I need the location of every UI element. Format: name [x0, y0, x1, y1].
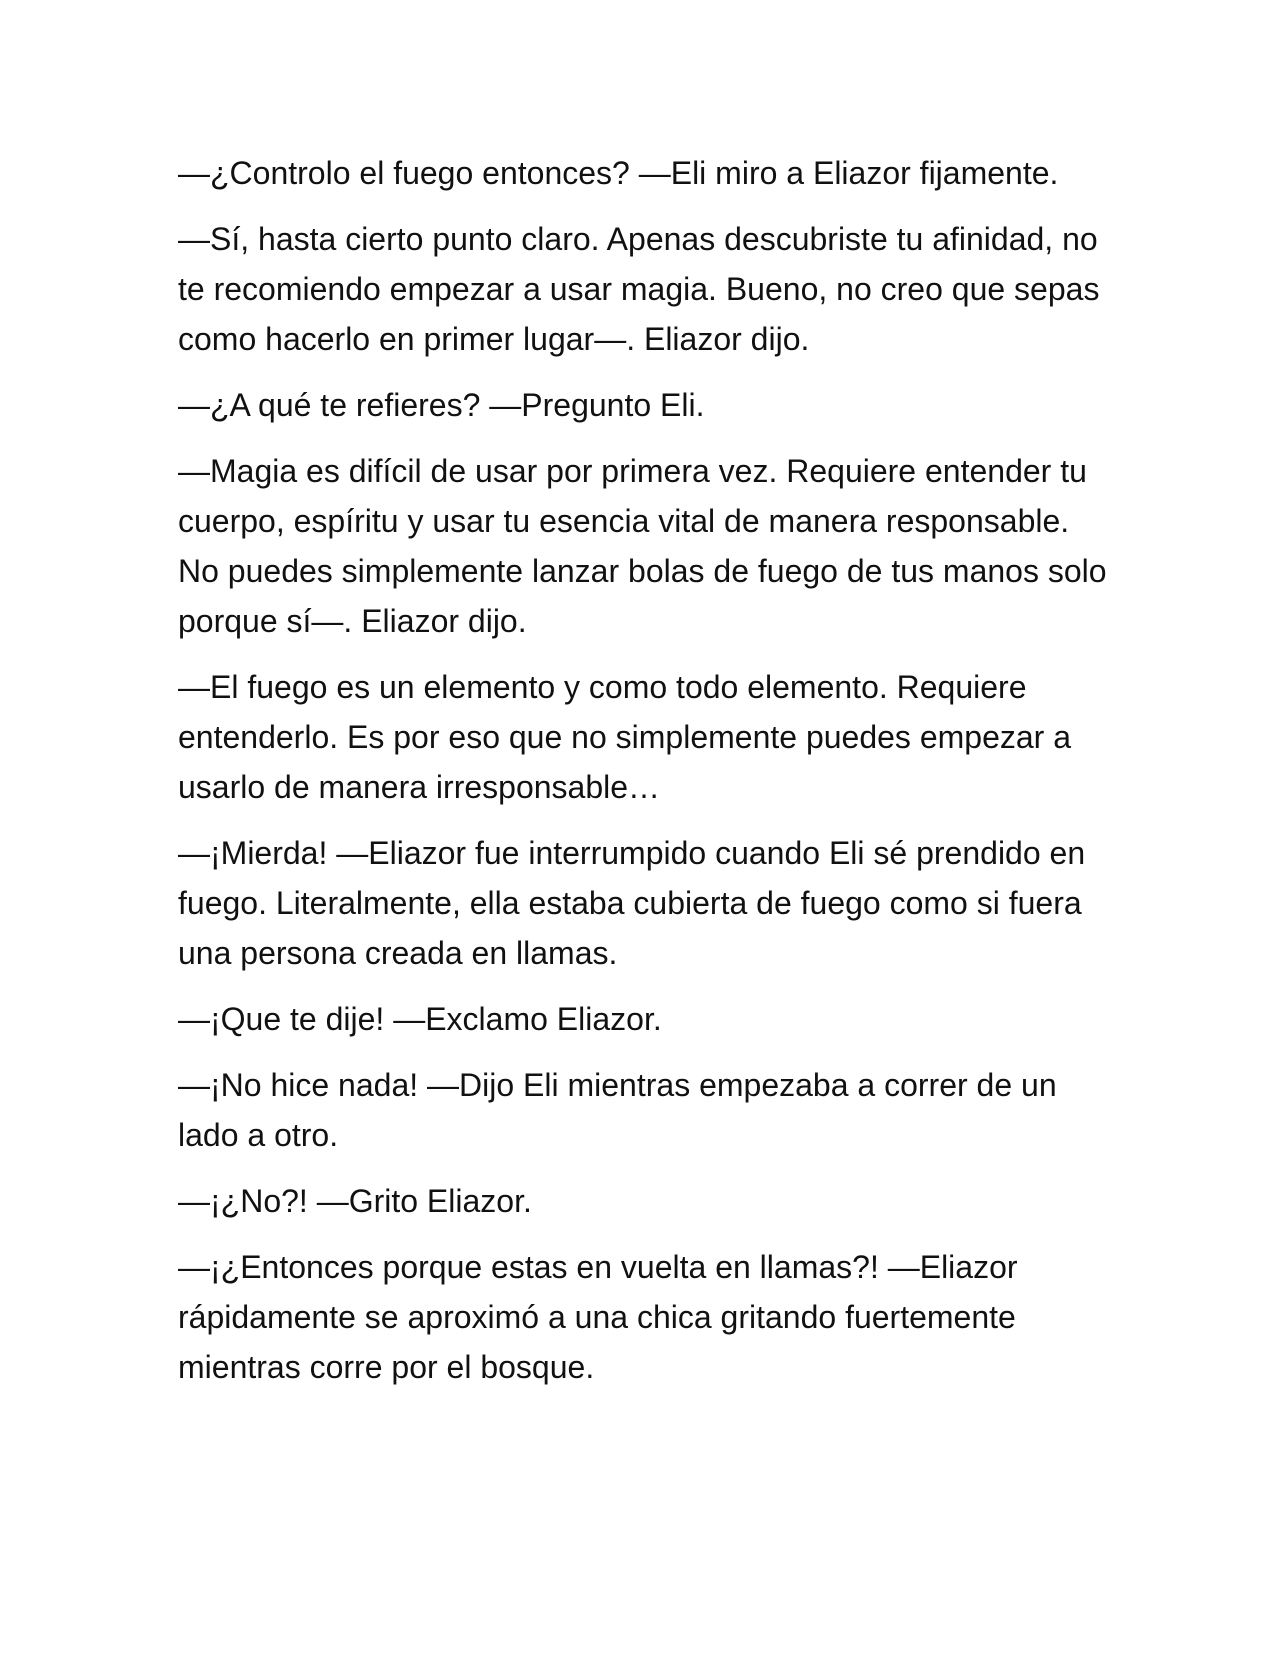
paragraph: —¡Mierda! —Eliazor fue interrumpido cuando Eli sé prendido en fuego. Literalmente, ella estaba cubierta de fuego como si fuera una persona creada en llamas. [178, 835, 1086, 971]
paragraph: —El fuego es un elemento y como todo elemento. Requiere entenderlo. Es por eso que no simplemente puedes empezar a usarlo de manera irresponsable… [178, 669, 1071, 805]
paragraph: —¿Controlo el fuego entonces? —Eli miro a Eliazor fijamente. [178, 155, 1059, 191]
paragraph: —¡Que te dije! —Exclamo Eliazor. [178, 1001, 662, 1037]
paragraph: —¡No hice nada! —Dijo Eli mientras empezaba a correr de un lado a otro. [178, 1067, 1057, 1153]
paragraph: —Sí, hasta cierto punto claro. Apenas descubriste tu afinidad, no te recomiendo empezar a usar magia. Bueno, no creo que sepas como hacerlo en primer lugar—. Eliazor dijo. [178, 221, 1100, 357]
paragraph: —¡¿No?! —Grito Eliazor. [178, 1183, 532, 1219]
paragraph: —Magia es difícil de usar por primera vez. Requiere entender tu cuerpo, espíritu y usar tu esencia vital de manera responsable. No puedes simplemente lanzar bolas de fuego de tus manos solo porque sí—. Eliazor dijo. [178, 453, 1107, 639]
paragraph: —¿A qué te refieres? —Pregunto Eli. [178, 387, 705, 423]
document-body [178, 148, 1108, 1408]
paragraph: —¡¿Entonces porque estas en vuelta en llamas?! —Eliazor rápidamente se aproximó a una chica gritando fuertemente mientras corre por el bosque. [178, 1249, 1018, 1385]
